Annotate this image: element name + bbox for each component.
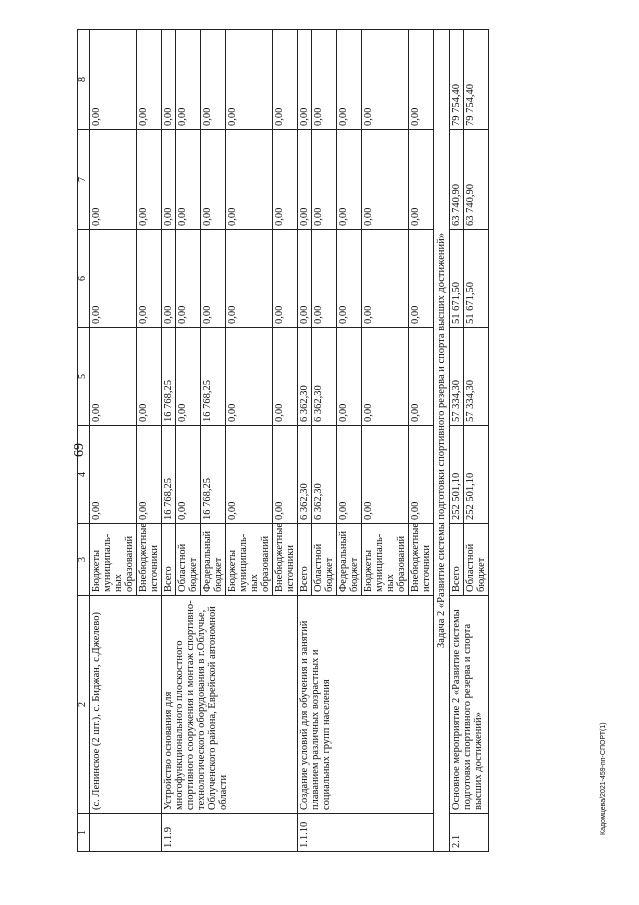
funding-source: Внебюджетные источники [136, 524, 161, 596]
funding-source: Областной бюджет [175, 524, 200, 596]
amount-cell: 0,00 [272, 30, 297, 130]
amount-cell: 0,00 [225, 30, 272, 130]
funding-source: Областной бюджет [463, 524, 488, 596]
amount-cell: 0,00 [200, 130, 225, 230]
col-header-2: 2 [78, 596, 90, 814]
amount-cell: 0,00 [200, 30, 225, 130]
amount-cell: 0,00 [136, 328, 161, 426]
item-title: (с. Ленинское (2 шт.), с. Биджан, с.Джелево) [89, 596, 161, 814]
amount-cell: 79 754,40 [463, 30, 488, 130]
funding-source: Всего [449, 524, 463, 596]
amount-cell: 0,00 [361, 426, 408, 524]
funding-source: Бюджеты муниципаль-ных образований [225, 524, 272, 596]
amount-cell: 0,00 [89, 130, 136, 230]
amount-cell: 0,00 [272, 426, 297, 524]
item-number [89, 814, 161, 852]
amount-cell: 0,00 [272, 230, 297, 328]
col-header-3: 3 [78, 524, 90, 596]
amount-cell: 79 754,40 [449, 30, 463, 130]
table-row [449, 30, 463, 852]
amount-cell: 0,00 [297, 30, 311, 130]
amount-cell: 0,00 [136, 426, 161, 524]
col-header-4: 4 [78, 426, 90, 524]
funding-source: Федеральный бюджет [336, 524, 361, 596]
amount-cell: 0,00 [175, 230, 200, 328]
col-header-5: 5 [78, 328, 90, 426]
item-number: 2.1 [449, 814, 488, 852]
amount-cell: 0,00 [361, 30, 408, 130]
funding-source: Всего [161, 524, 175, 596]
funding-source: Областной бюджет [311, 524, 336, 596]
amount-cell: 0,00 [161, 130, 175, 230]
amount-cell: 0,00 [272, 328, 297, 426]
item-title: Устройство основания для многофункционального плоскостного спортивного сооружения и монтаж спортивно-технологического оборудования в г.Облучье, Облученского района, Еврейской автономной области [161, 596, 297, 814]
amount-cell: 0,00 [311, 230, 336, 328]
amount-cell: 16 768,25 [200, 328, 225, 426]
amount-cell: 0,00 [225, 328, 272, 426]
funding-source: Внебюджетные источники [272, 524, 297, 596]
funding-source: Внебюджетные источники [408, 524, 433, 596]
amount-cell: 0,00 [272, 130, 297, 230]
amount-cell: 0,00 [408, 328, 433, 426]
amount-cell: 252 501,10 [463, 426, 488, 524]
header-row [78, 30, 90, 852]
amount-cell: 0,00 [136, 30, 161, 130]
amount-cell: 0,00 [336, 230, 361, 328]
amount-cell: 6 362,30 [297, 426, 311, 524]
amount-cell: 0,00 [408, 426, 433, 524]
task-row [433, 30, 449, 852]
amount-cell: 0,00 [175, 130, 200, 230]
funding-source: Бюджеты муниципаль-ных образований [89, 524, 136, 596]
amount-cell: 0,00 [311, 30, 336, 130]
amount-cell: 0,00 [408, 30, 433, 130]
amount-cell: 6 362,30 [311, 426, 336, 524]
amount-cell: 0,00 [225, 426, 272, 524]
amount-cell: 0,00 [89, 426, 136, 524]
amount-cell: 0,00 [408, 130, 433, 230]
amount-cell: 0,00 [136, 230, 161, 328]
item-number: 1.1.10 [297, 814, 433, 852]
funding-source: Федеральный бюджет [200, 524, 225, 596]
task-heading: Задача 2 «Развитие системы подготовки спортивного резерва и спорта высших достижений» [433, 30, 449, 852]
table-row [89, 30, 136, 852]
amount-cell: 0,00 [175, 30, 200, 130]
amount-cell: 0,00 [361, 230, 408, 328]
amount-cell: 57 334,30 [463, 328, 488, 426]
budget-table [77, 29, 489, 852]
item-title: Создание условий для обучения и занятий плаванием различных возрастных и социальных групп населения [297, 596, 433, 814]
amount-cell: 0,00 [225, 130, 272, 230]
amount-cell: 0,00 [336, 426, 361, 524]
funding-source: Всего [297, 524, 311, 596]
table-body [89, 30, 489, 852]
table-row [297, 30, 311, 852]
amount-cell: 6 362,30 [297, 328, 311, 426]
document-footer-code: Кадомцева/2021-459-пп-СПОРТ(1) [600, 722, 607, 835]
amount-cell: 0,00 [175, 328, 200, 426]
amount-cell: 0,00 [89, 328, 136, 426]
table-row [161, 30, 175, 852]
amount-cell: 63 740,90 [449, 130, 463, 230]
amount-cell: 0,00 [408, 230, 433, 328]
budget-table-rotated [77, 30, 589, 852]
page-number: 69 [72, 443, 87, 457]
col-header-1: 1 [78, 814, 90, 852]
item-title: Основное мероприятие 2 «Развитие системы подготовки спортивного резерва и спорта высших достижений» [449, 596, 488, 814]
col-header-8: 8 [78, 30, 90, 130]
item-number: 1.1.9 [161, 814, 297, 852]
amount-cell: 16 768,25 [161, 328, 175, 426]
amount-cell: 63 740,90 [463, 130, 488, 230]
amount-cell: 0,00 [225, 230, 272, 328]
amount-cell: 0,00 [336, 130, 361, 230]
amount-cell: 0,00 [297, 230, 311, 328]
amount-cell: 0,00 [336, 328, 361, 426]
amount-cell: 51 671,50 [449, 230, 463, 328]
funding-source: Бюджеты муниципаль-ных образований [361, 524, 408, 596]
amount-cell: 6 362,30 [311, 328, 336, 426]
amount-cell: 16 768,25 [161, 426, 175, 524]
col-header-6: 6 [78, 230, 90, 328]
col-header-7: 7 [78, 130, 90, 230]
amount-cell: 16 768,25 [200, 426, 225, 524]
amount-cell: 0,00 [89, 230, 136, 328]
amount-cell: 51 671,50 [463, 230, 488, 328]
amount-cell: 0,00 [311, 130, 336, 230]
amount-cell: 0,00 [200, 230, 225, 328]
amount-cell: 0,00 [361, 130, 408, 230]
amount-cell: 0,00 [161, 30, 175, 130]
amount-cell: 0,00 [336, 30, 361, 130]
amount-cell: 0,00 [161, 230, 175, 328]
amount-cell: 252 501,10 [449, 426, 463, 524]
amount-cell: 0,00 [361, 328, 408, 426]
amount-cell: 0,00 [175, 426, 200, 524]
amount-cell: 0,00 [136, 130, 161, 230]
amount-cell: 0,00 [89, 30, 136, 130]
amount-cell: 57 334,30 [449, 328, 463, 426]
amount-cell: 0,00 [297, 130, 311, 230]
